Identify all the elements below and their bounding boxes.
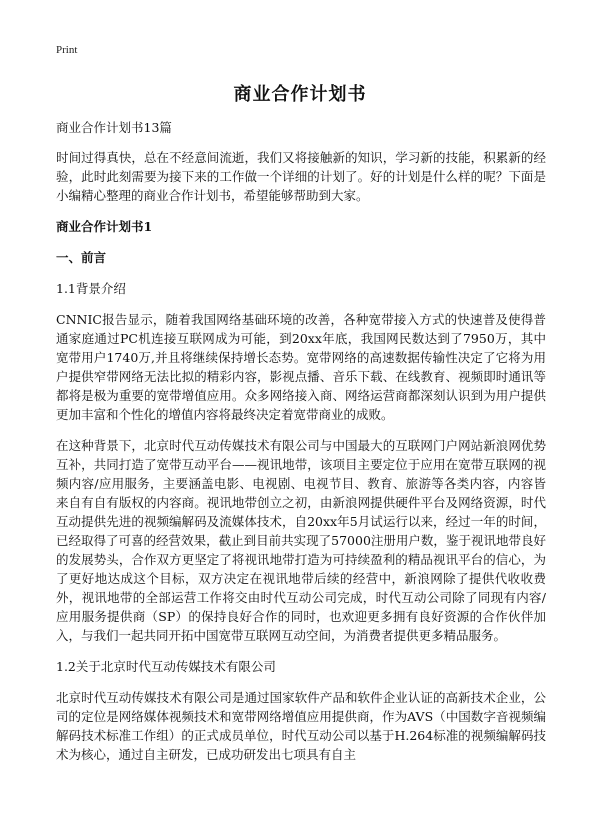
subsection-heading-background: 1.1背景介绍 xyxy=(56,281,126,296)
paragraph-background-1: CNNIC报告显示，随着我国网络基础环境的改善，各种宽带接入方式的快速普及使得普通家庭通过PC机连接互联网成为可能，到20xx年底，我国网民数达到了7950万，其中宽带用户1740万,并且将继续保持增长态势。宽带网络的高速数据传输性决定了它将为用户提供窄带网络无法比拟的精彩内容，影视点播、音乐下载、在线教育、视频即时通讯等都将是极为重要的宽带增值应用。众多网络接入商、网络运营商都深刻认识到为用户提供更加丰富和个性化的增值内容将最终决定着宽带商业的成败。 xyxy=(56,312,546,422)
paragraph-background-2: 在这种背景下，北京时代互动传媒技术有限公司与中国最大的互联网门户网站新浪网优势互补，共同打造了宽带互动平台——视讯地带，该项目主要定位于应用在宽带互联网的视频内容/应用服务，主要涵盖电影、电视剧、电视节目、教育、旅游等各类内容，内容皆来自有自有版权的内容商。视讯地带创立之初，由新浪网提供硬件平台及网络资源，时代互动提供先进的视频编解码及流媒体技术，自20xx年5月试运行以来，经过一年的时间，已经取得了可喜的经营效果，截止到目前共实现了57000注册用户数，鉴于视讯地带良好的发展势头，合作双方更坚定了将视讯地带打造为可持续盈利的精品视讯平台的信心，为了更好地达成这个目标，双方决定在视讯地带后续的经营中，新浪网除了提供代收收费外，视讯地带的全部运营工作将交由时代互动公司完成，时代互动公司除了同现有内容/应用服务提供商（SP）的保持良好合作的同时，也欢迎更多拥有良好资源的合作伙伴加入，与我们一起共同开拓中国宽带互联网互动空间，为消费者提供更多精品服务。 xyxy=(56,438,546,643)
paragraph-company: 北京时代互动传媒技术有限公司是通过国家软件产品和软件企业认证的高新技术企业，公司的定位是网络媒体视频技术和宽带网络增值应用提供商，作为AVS（中国数字音视频编解码技术标准工作组）的正式成员单位，时代互动公司以基于H.264标准的视频编解码技术为核心，通过自主研发，已成功研发出七项具有自主 xyxy=(56,690,546,762)
document-body xyxy=(56,118,546,776)
document-subtitle: 商业合作计划书13篇 xyxy=(56,120,172,135)
section-subheading: 一、前言 xyxy=(56,250,107,265)
section-heading: 商业合作计划书1 xyxy=(56,219,153,234)
page-title: 商业合作计划书 xyxy=(233,84,367,105)
print-link[interactable]: Print xyxy=(56,44,78,56)
intro-paragraph: 时间过得真快，总在不经意间流逝，我们又将接触新的知识，学习新的技能，积累新的经验，此时此刻需要为接下来的工作做一个详细的计划了。好的计划是什么样的呢？下面是小编精心整理的商业合作计划书，希望能够帮助到大家。 xyxy=(56,150,546,203)
subsection-heading-company: 1.2关于北京时代互动传媒技术有限公司 xyxy=(56,659,276,674)
